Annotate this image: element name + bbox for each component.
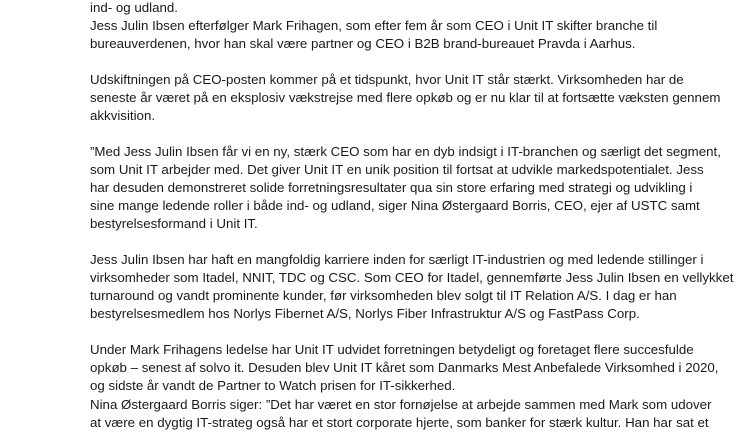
- text-line: bestyrelsesmedlem hos Norlys Fibernet A/S, Norlys Fiber Infrastruktur A/S og FastPass Corp.: [90, 306, 640, 321]
- text-line: Jess Julin Ibsen efterfølger Mark Frihagen, som efter fem år som CEO i Unit IT skifter branche til: [90, 18, 658, 33]
- text-line: sine mange ledende roller i både ind- og udland, siger Nina Østergaard Borris, CEO, ejer af USTC samt: [90, 198, 700, 213]
- text-line: som Unit IT arbejder med. Det giver Unit IT en unik position til fortsat at udvikle markedspotentialet. Jess: [90, 162, 704, 177]
- text-line: Udskiftningen på CEO-posten kommer på et tidspunkt, hvor Unit IT står stærkt. Virksomheden har de: [90, 72, 684, 87]
- text-line: Nina Østergaard Borris siger: ”Det har været en stor fornøjelse at arbejde sammen med Mark som udover: [90, 397, 712, 412]
- text-line: ”Med Jess Julin Ibsen får vi en ny, stærk CEO som har en dyb indsigt i IT-branchen og særligt det segment,: [90, 144, 721, 159]
- text-line: turnaround og vandt prominente kunder, før virksomheden blev solgt til IT Relation A/S. I dag er han: [90, 288, 677, 303]
- text-line: og sidste år vandt de Partner to Watch prisen for IT-sikkerhed.: [90, 378, 456, 393]
- text-line: akkvisition.: [90, 108, 156, 123]
- text-line: bestyrelsesformand i Unit IT.: [90, 216, 258, 231]
- text-line: har desuden demonstreret solide forretningsresultater qua sin store erfaring med strategi og udvikling i: [90, 180, 693, 195]
- text-line: Under Mark Frihagens ledelse har Unit IT udvidet forretningen betydeligt og foretaget flere succesfulde: [90, 342, 694, 357]
- text-line: at være en dygtig IT-strateg også har et stort corporate hjerte, som banker for stærk kultur. Han har sat et: [90, 415, 709, 430]
- text-line: ind- og udland.: [90, 0, 178, 15]
- text-line: Jess Julin Ibsen har haft en mangfoldig karriere inden for særligt IT-industrien og med ledende stillinger i: [90, 252, 704, 267]
- text-line: seneste år været på en eksplosiv vækstrejse med flere opkøb og er nu klar til at fortsætte væksten gennem: [90, 90, 721, 105]
- text-line: opkøb – senest af solvo it. Desuden blev Unit IT kåret som Danmarks Mest Anbefalede Virksomhed i 2020,: [90, 360, 719, 375]
- text-line: bureauverdenen, hvor han skal være partner og CEO i B2B brand-bureauet Pravda i Aarhus.: [90, 36, 636, 51]
- text-line: virksomheder som Itadel, NNIT, TDC og CSC. Som CEO for Itadel, gennemførte Jess Julin Ibsen en vellykket: [90, 270, 734, 285]
